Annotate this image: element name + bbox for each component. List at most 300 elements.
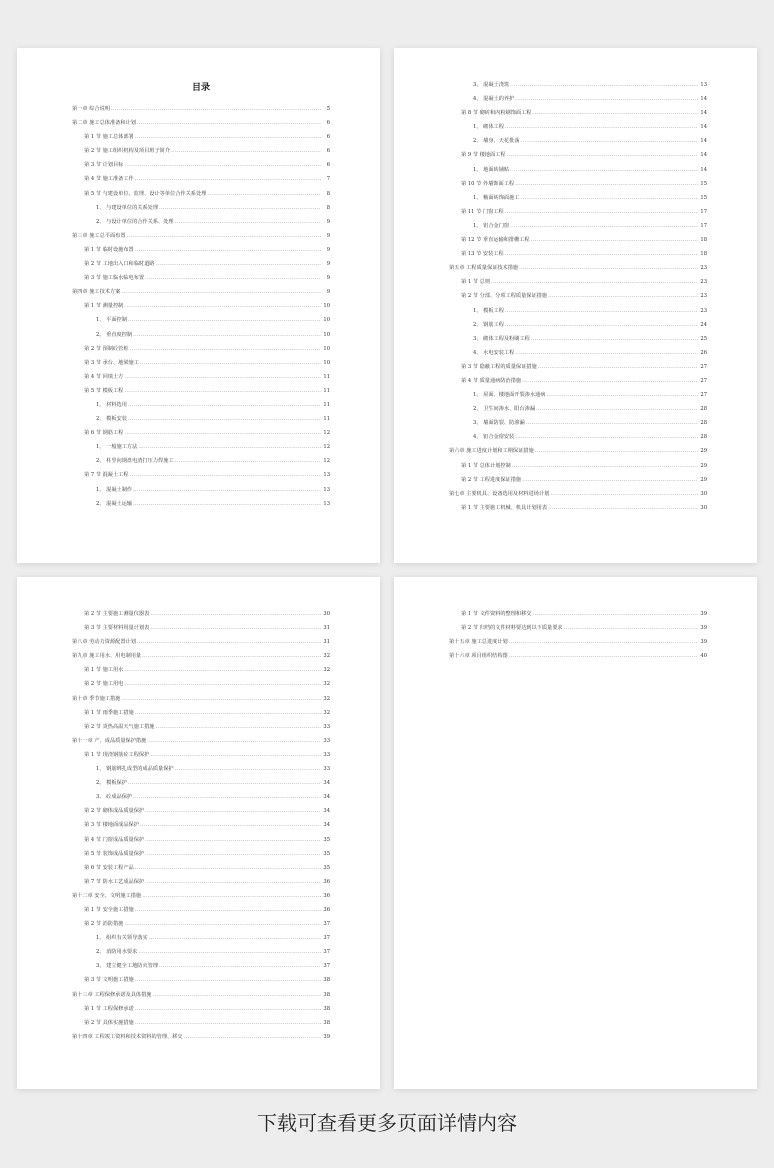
toc-entry[interactable] bbox=[449, 621, 707, 635]
toc-entry-page-number: 39 bbox=[700, 611, 707, 617]
toc-leader-dots bbox=[548, 501, 698, 515]
toc-entry-text: 第 7 节 防水工艺成品保护 bbox=[84, 878, 145, 885]
toc-entry-text: 第 4 节 质量通病防治措施 bbox=[461, 377, 522, 384]
document-page-3 bbox=[17, 577, 380, 1089]
toc-entry-text: 第 9 节 楼地面工程 bbox=[461, 152, 506, 159]
toc-entry[interactable] bbox=[72, 116, 330, 130]
toc-entry[interactable] bbox=[72, 356, 330, 370]
toc-entry-page-number: 38 bbox=[323, 977, 330, 984]
toc-entry-text: 第九章 施工用水、用电制用量 bbox=[72, 653, 142, 660]
toc-entry[interactable] bbox=[449, 78, 707, 92]
toc-entry-text: 第 3 节 隐蔽工程的质量保证措施 bbox=[461, 363, 537, 370]
toc-entry-text: 第 3 节 楼地面成品保护 bbox=[84, 822, 139, 829]
toc-entry-page-number: 28 bbox=[700, 406, 707, 413]
toc-entry-page-number: 34 bbox=[323, 808, 330, 815]
toc-entry-page-number: 10 bbox=[323, 345, 330, 352]
toc-entry-page-number: 9 bbox=[326, 275, 330, 282]
toc-leader-dots bbox=[111, 102, 321, 116]
toc-leader-dots bbox=[133, 483, 321, 497]
toc-entry-text: 第 2 节 消防措施 bbox=[84, 921, 124, 928]
toc-leader-dots bbox=[135, 861, 321, 875]
toc-entry[interactable] bbox=[449, 332, 707, 346]
toc-entry-text: 4、 混凝土的养护 bbox=[473, 96, 515, 103]
toc-entry-page-number: 36 bbox=[323, 892, 330, 899]
toc-entry[interactable] bbox=[449, 635, 707, 649]
toc-entry[interactable] bbox=[72, 1030, 330, 1044]
toc-leader-dots bbox=[515, 346, 698, 360]
toc-entry[interactable] bbox=[449, 444, 707, 458]
toc-entry-page-number: 14 bbox=[700, 124, 707, 131]
toc-leader-dots bbox=[520, 134, 698, 148]
toc-leader-dots bbox=[145, 833, 321, 847]
toc-entry-text: 第十三章 工程保修承诺及具体措施 bbox=[72, 991, 152, 998]
toc-entry-text: 4、 铝合金窗安装 bbox=[473, 434, 515, 441]
toc-entry[interactable] bbox=[72, 483, 330, 497]
toc-entry[interactable] bbox=[449, 177, 707, 191]
toc-entry-page-number: 18 bbox=[700, 251, 707, 258]
toc-leader-dots bbox=[512, 459, 698, 473]
toc-entry[interactable] bbox=[72, 833, 330, 847]
toc-entry[interactable] bbox=[72, 889, 330, 903]
toc-entry-page-number: 33 bbox=[323, 737, 330, 744]
toc-entry-text: 第十五章 施工总进度计划 bbox=[449, 639, 508, 646]
toc-entry[interactable] bbox=[72, 384, 330, 398]
toc-entry[interactable] bbox=[72, 412, 330, 426]
toc-leader-dots bbox=[124, 426, 321, 440]
toc-leader-dots bbox=[522, 374, 698, 388]
toc-entry[interactable] bbox=[72, 328, 330, 342]
toc-entry[interactable] bbox=[449, 473, 707, 487]
toc-entry[interactable] bbox=[72, 635, 330, 649]
toc-entry[interactable] bbox=[72, 818, 330, 832]
toc-entry[interactable] bbox=[449, 402, 707, 416]
toc-entry[interactable] bbox=[72, 776, 330, 790]
toc-entry[interactable] bbox=[449, 649, 707, 663]
toc-entry-page-number: 10 bbox=[323, 317, 330, 324]
toc-entry[interactable] bbox=[72, 762, 330, 776]
toc-entry-page-number: 27 bbox=[700, 363, 707, 370]
toc-entry-page-number: 10 bbox=[323, 331, 330, 338]
toc-entry-page-number: 23 bbox=[700, 265, 707, 272]
toc-entry[interactable] bbox=[449, 219, 707, 233]
toc-entry-page-number: 23 bbox=[700, 279, 707, 286]
toc-leader-dots bbox=[124, 299, 321, 313]
toc-leader-dots bbox=[137, 116, 321, 130]
toc-entry-page-number: 40 bbox=[700, 653, 707, 660]
toc-entry[interactable] bbox=[72, 847, 330, 861]
toc-entry-page-number: 14 bbox=[700, 96, 707, 103]
toc-entry-page-number: 11 bbox=[323, 373, 330, 380]
toc-entry-page-number: 37 bbox=[323, 963, 330, 970]
toc-leader-dots bbox=[133, 790, 321, 804]
toc-entry-text: 第三章 施工总平面布置 bbox=[72, 232, 126, 239]
download-caption[interactable]: 下载可查看更多页面详情内容 bbox=[257, 1111, 517, 1135]
toc-title: 目录 bbox=[191, 83, 210, 93]
toc-entry-page-number: 36 bbox=[323, 906, 330, 913]
toc-entry-page-number: 30 bbox=[700, 504, 707, 511]
toc-entry-page-number: 8 bbox=[326, 190, 330, 197]
toc-entry[interactable] bbox=[72, 945, 330, 959]
toc-entry[interactable] bbox=[72, 257, 330, 271]
toc-entry-page-number: 30 bbox=[700, 490, 707, 497]
toc-entry[interactable] bbox=[72, 102, 330, 116]
toc-entry[interactable] bbox=[72, 313, 330, 327]
toc-leader-dots bbox=[505, 318, 698, 332]
toc-leader-dots bbox=[127, 229, 321, 243]
toc-entry-text: 2、 模板安装 bbox=[96, 416, 127, 423]
toc-entry-text: 1、 钢筋绑扎成型的成品质量保护 bbox=[96, 766, 174, 773]
toc-entry[interactable] bbox=[72, 621, 330, 635]
toc-leader-dots bbox=[135, 243, 321, 257]
toc-entry[interactable] bbox=[72, 468, 330, 482]
toc-entry-text: 第二章 施工总体准备和计划 bbox=[72, 120, 136, 127]
toc-leader-dots bbox=[505, 205, 698, 219]
toc-entry-text: 第 2 节 工程进度保证措施 bbox=[461, 476, 522, 483]
toc-leader-dots bbox=[124, 384, 321, 398]
toc-entry-page-number: 39 bbox=[700, 625, 707, 632]
toc-entry[interactable] bbox=[449, 289, 707, 303]
toc-entry-page-number: 11 bbox=[323, 401, 330, 408]
toc-entry-page-number: 17 bbox=[700, 208, 707, 215]
toc-entry-page-number: 12 bbox=[323, 430, 330, 437]
toc-entry[interactable] bbox=[72, 285, 330, 299]
toc-entry[interactable] bbox=[72, 398, 330, 412]
toc-leader-dots bbox=[550, 487, 698, 501]
toc-leader-dots bbox=[150, 607, 321, 621]
toc-entry[interactable] bbox=[72, 931, 330, 945]
toc-entry[interactable] bbox=[449, 247, 707, 261]
toc-leader-dots bbox=[124, 370, 321, 384]
toc-leader-dots bbox=[128, 776, 321, 790]
toc-list bbox=[72, 607, 330, 1044]
toc-entry[interactable] bbox=[72, 973, 330, 987]
toc-entry-page-number: 12 bbox=[323, 444, 330, 451]
toc-entry[interactable] bbox=[72, 607, 330, 621]
toc-entry[interactable] bbox=[449, 374, 707, 388]
toc-entry[interactable] bbox=[72, 271, 330, 285]
toc-entry-page-number: 33 bbox=[323, 723, 330, 730]
toc-leader-dots bbox=[135, 130, 321, 144]
toc-leader-dots bbox=[526, 416, 698, 430]
toc-leader-dots bbox=[519, 261, 698, 275]
toc-entry-text: 第 10 节 外墙饰面工程 bbox=[461, 180, 515, 187]
toc-entry[interactable] bbox=[449, 304, 707, 318]
toc-entry[interactable] bbox=[449, 388, 707, 402]
toc-leader-dots bbox=[171, 144, 321, 158]
toc-entry-text: 1、 平面控制 bbox=[96, 317, 127, 324]
toc-entry-text: 4、 水电安装工程 bbox=[473, 349, 515, 356]
toc-entry-text: 第 3 节 主要材料用量计划表 bbox=[84, 625, 150, 632]
toc-entry-page-number: 32 bbox=[323, 695, 330, 702]
toc-entry-page-number: 8 bbox=[326, 204, 330, 211]
toc-entry-text: 第 13 节 安装工程 bbox=[461, 251, 504, 258]
toc-entry[interactable] bbox=[449, 346, 707, 360]
toc-entry-text: 第 4 节 门窗成品质量保护 bbox=[84, 836, 145, 843]
toc-leader-dots bbox=[128, 398, 321, 412]
toc-entry-text: 第 6 节 钢筋工程 bbox=[84, 430, 124, 437]
toc-leader-dots bbox=[156, 720, 322, 734]
toc-entry[interactable] bbox=[72, 187, 330, 201]
toc-leader-dots bbox=[184, 1030, 321, 1044]
toc-leader-dots bbox=[133, 497, 321, 511]
toc-leader-dots bbox=[128, 313, 321, 327]
toc-entry-page-number: 28 bbox=[700, 434, 707, 441]
toc-leader-dots bbox=[175, 215, 321, 229]
toc-entry[interactable] bbox=[449, 430, 707, 444]
toc-leader-dots bbox=[531, 332, 698, 346]
toc-entry-page-number: 18 bbox=[700, 237, 707, 244]
toc-entry-text: 第 1 节 施工用水 bbox=[84, 667, 124, 674]
toc-entry[interactable] bbox=[72, 454, 330, 468]
toc-entry-text: 2、 混凝土运输 bbox=[96, 500, 133, 507]
toc-leader-dots bbox=[149, 931, 321, 945]
toc-entry[interactable] bbox=[449, 134, 707, 148]
toc-leader-dots bbox=[145, 271, 321, 285]
toc-entry[interactable] bbox=[72, 663, 330, 677]
toc-entry[interactable] bbox=[72, 497, 330, 511]
toc-entry-text: 2、 垂直度控制 bbox=[96, 331, 133, 338]
toc-leader-dots bbox=[142, 889, 321, 903]
toc-entry[interactable] bbox=[72, 706, 330, 720]
toc-entry[interactable] bbox=[449, 205, 707, 219]
toc-list bbox=[449, 607, 707, 663]
toc-entry[interactable] bbox=[72, 649, 330, 663]
toc-entry-page-number: 36 bbox=[323, 878, 330, 885]
toc-entry[interactable] bbox=[72, 299, 330, 313]
document-page-1 bbox=[17, 48, 380, 563]
toc-entry[interactable] bbox=[72, 130, 330, 144]
toc-entry-text: 第十章 季节施工措施 bbox=[72, 695, 121, 702]
toc-entry-page-number: 35 bbox=[323, 836, 330, 843]
toc-entry-text: 第 1 节 文件资料的整理和移交 bbox=[461, 611, 532, 617]
toc-leader-dots bbox=[548, 289, 698, 303]
toc-leader-dots bbox=[564, 621, 698, 635]
toc-entry-text: 2、 卫生间渗水、阳台渗漏 bbox=[473, 406, 536, 413]
toc-entry-page-number: 23 bbox=[700, 293, 707, 300]
toc-entry-text: 第 2 节 工地出入口和临时道路 bbox=[84, 261, 155, 268]
toc-entry[interactable] bbox=[72, 243, 330, 257]
toc-entry[interactable] bbox=[72, 861, 330, 875]
toc-entry[interactable] bbox=[72, 692, 330, 706]
toc-leader-dots bbox=[142, 649, 321, 663]
toc-entry[interactable] bbox=[449, 191, 707, 205]
toc-entry[interactable] bbox=[72, 342, 330, 356]
toc-entry-text: 第 1 节 主要施工机械、机具计划用表 bbox=[461, 504, 548, 511]
toc-entry-text: 第 2 节 预制砼管桩 bbox=[84, 345, 129, 352]
toc-leader-dots bbox=[546, 388, 698, 402]
toc-entry[interactable] bbox=[72, 790, 330, 804]
toc-entry-text: 2、 柱竖向钢盘电渣打压力焊施工 bbox=[96, 458, 174, 465]
toc-entry-text: 第 2 节 砌体成品质量保护 bbox=[84, 808, 145, 815]
toc-entry[interactable] bbox=[449, 607, 707, 621]
toc-leader-dots bbox=[140, 818, 321, 832]
toc-entry-text: 第 5 节 装饰成品质量保护 bbox=[84, 850, 145, 857]
toc-entry-page-number: 9 bbox=[326, 289, 330, 296]
toc-entry-text: 第 2 节 归档的文件材料要达到以下质量要求 bbox=[461, 625, 563, 632]
toc-entry[interactable] bbox=[72, 426, 330, 440]
toc-entry-page-number: 39 bbox=[700, 639, 707, 646]
toc-entry-page-number: 38 bbox=[323, 1019, 330, 1026]
toc-entry-page-number: 27 bbox=[700, 377, 707, 384]
toc-entry-page-number: 37 bbox=[323, 949, 330, 956]
toc-entry[interactable] bbox=[72, 917, 330, 931]
toc-entry-page-number: 29 bbox=[700, 462, 707, 469]
toc-entry[interactable] bbox=[72, 201, 330, 215]
toc-entry[interactable] bbox=[449, 261, 707, 275]
toc-entry-text: 第 1 节 工程保修承诺 bbox=[84, 1005, 134, 1012]
toc-leader-dots bbox=[175, 762, 321, 776]
toc-entry-page-number: 14 bbox=[700, 138, 707, 145]
toc-entry[interactable] bbox=[72, 215, 330, 229]
toc-entry-text: 第十一章 产、成品质量保护措施 bbox=[72, 737, 147, 744]
toc-entry[interactable] bbox=[449, 501, 707, 515]
toc-entry-text: 第十四章 工程竣工资料和技术资料的管理、移交 bbox=[72, 1033, 183, 1040]
toc-entry-page-number: 24 bbox=[700, 321, 707, 328]
toc-entry-page-number: 30 bbox=[323, 611, 330, 617]
toc-entry-text: 第十六章 项目组织结构图 bbox=[449, 653, 508, 660]
toc-entry-text: 第十二章 安全、文明施工措施 bbox=[72, 892, 142, 899]
toc-leader-dots bbox=[515, 430, 698, 444]
toc-leader-dots bbox=[147, 734, 321, 748]
toc-entry[interactable] bbox=[72, 158, 330, 172]
toc-entry-page-number: 28 bbox=[700, 420, 707, 427]
toc-entry-page-number: 6 bbox=[326, 120, 330, 127]
toc-entry[interactable] bbox=[72, 720, 330, 734]
toc-entry[interactable] bbox=[72, 734, 330, 748]
toc-entry[interactable] bbox=[72, 959, 330, 973]
toc-leader-dots bbox=[145, 847, 321, 861]
toc-entry-page-number: 33 bbox=[323, 751, 330, 758]
toc-entry-text: 第 1 节 总体计划控制 bbox=[461, 462, 511, 469]
toc-entry-text: 第五章 工程质量保证技术措施 bbox=[449, 265, 519, 272]
toc-entry-text: 第 8 节 砌砖和内粉刷饰面工程 bbox=[461, 110, 532, 117]
toc-entry-text: 3、 砌体工程及粉刷工程 bbox=[473, 335, 530, 342]
toc-entry[interactable] bbox=[72, 677, 330, 691]
toc-entry[interactable] bbox=[449, 92, 707, 106]
toc-entry-text: 第 2 节 施工组织机构及项目班子简介 bbox=[84, 148, 171, 155]
toc-leader-dots bbox=[135, 1002, 321, 1016]
toc-entry[interactable] bbox=[72, 748, 330, 762]
toc-leader-dots bbox=[522, 473, 698, 487]
toc-entry[interactable] bbox=[72, 988, 330, 1002]
toc-entry-page-number: 37 bbox=[323, 935, 330, 942]
toc-entry-page-number: 33 bbox=[323, 766, 330, 773]
toc-entry[interactable] bbox=[449, 487, 707, 501]
toc-leader-dots bbox=[510, 163, 698, 177]
toc-entry-text: 第 2 节 主要施工测量仪器表 bbox=[84, 611, 150, 617]
toc-entry-text: 第 2 节 施工用电 bbox=[84, 681, 124, 688]
toc-entry[interactable] bbox=[449, 106, 707, 120]
toc-leader-dots bbox=[207, 187, 321, 201]
toc-entry-page-number: 32 bbox=[323, 681, 330, 688]
toc-leader-dots bbox=[121, 285, 321, 299]
toc-entry[interactable] bbox=[449, 120, 707, 134]
toc-entry-text: 1、 混凝土制作 bbox=[96, 486, 133, 493]
document-page-4 bbox=[394, 577, 757, 1089]
toc-entry-page-number: 39 bbox=[323, 1033, 330, 1040]
toc-leader-dots bbox=[152, 988, 321, 1002]
toc-entry-text: 2、 消防用水要求 bbox=[96, 949, 138, 956]
toc-leader-dots bbox=[520, 191, 698, 205]
toc-entry[interactable] bbox=[72, 229, 330, 243]
toc-entry-text: 2、 模板保护 bbox=[96, 780, 127, 787]
toc-entry-page-number: 9 bbox=[326, 261, 330, 268]
toc-entry-text: 2、 墙身、天花批荡 bbox=[473, 138, 520, 145]
toc-entry[interactable] bbox=[72, 875, 330, 889]
toc-entry-text: 第 4 节 施工准备工作 bbox=[84, 176, 134, 183]
toc-entry[interactable] bbox=[72, 370, 330, 384]
toc-leader-dots bbox=[538, 360, 698, 374]
toc-entry-page-number: 9 bbox=[326, 246, 330, 253]
toc-entry-text: 3、 墙面防裂、防渗漏 bbox=[473, 420, 525, 427]
toc-leader-dots bbox=[159, 959, 321, 973]
toc-leader-dots bbox=[533, 106, 699, 120]
toc-list bbox=[72, 102, 330, 511]
toc-entry-text: 1、 模板工程 bbox=[473, 307, 504, 314]
toc-entry-text: 1、 釉面砖饰面施工 bbox=[473, 194, 520, 201]
toc-entry[interactable] bbox=[449, 148, 707, 162]
toc-entry-page-number: 29 bbox=[700, 476, 707, 483]
toc-leader-dots bbox=[535, 444, 698, 458]
toc-list bbox=[449, 78, 707, 515]
toc-entry-text: 3、 砼成品保护 bbox=[96, 794, 133, 801]
toc-entry-page-number: 26 bbox=[700, 349, 707, 356]
toc-leader-dots bbox=[128, 412, 321, 426]
toc-entry-page-number: 14 bbox=[700, 152, 707, 159]
toc-leader-dots bbox=[159, 201, 321, 215]
toc-entry-text: 1、 屋面、楼地面开裂渗水通病 bbox=[473, 392, 546, 399]
toc-leader-dots bbox=[135, 973, 321, 987]
toc-entry-page-number: 38 bbox=[323, 991, 330, 998]
toc-entry-page-number: 38 bbox=[323, 1005, 330, 1012]
toc-entry[interactable] bbox=[449, 416, 707, 430]
toc-entry[interactable] bbox=[72, 172, 330, 186]
toc-leader-dots bbox=[507, 148, 698, 162]
toc-entry[interactable] bbox=[449, 318, 707, 332]
toc-entry-text: 第 1 节 雨季施工措施 bbox=[84, 709, 134, 716]
toc-entry[interactable] bbox=[72, 804, 330, 818]
toc-leader-dots bbox=[124, 677, 321, 691]
toc-entry[interactable] bbox=[449, 233, 707, 247]
toc-entry-text: 1、 材料选用 bbox=[96, 401, 127, 408]
toc-entry-page-number: 13 bbox=[700, 82, 707, 88]
toc-entry-text: 1、 一般施工方法 bbox=[96, 444, 138, 451]
toc-entry[interactable] bbox=[72, 440, 330, 454]
toc-entry[interactable] bbox=[72, 1002, 330, 1016]
toc-entry[interactable] bbox=[449, 275, 707, 289]
toc-entry-page-number: 11 bbox=[323, 387, 330, 394]
toc-entry-page-number: 9 bbox=[326, 232, 330, 239]
toc-entry[interactable] bbox=[72, 1016, 330, 1030]
toc-entry[interactable] bbox=[72, 144, 330, 158]
toc-leader-dots bbox=[505, 247, 698, 261]
toc-entry[interactable] bbox=[72, 903, 330, 917]
toc-leader-dots bbox=[150, 621, 321, 635]
toc-entry-page-number: 6 bbox=[326, 134, 330, 141]
toc-entry-text: 3、 建立健全工地防火管理 bbox=[96, 963, 159, 970]
toc-entry-page-number: 29 bbox=[700, 448, 707, 455]
toc-leader-dots bbox=[510, 219, 698, 233]
toc-entry-text: 第 7 节 混凝土工程 bbox=[84, 472, 129, 479]
toc-entry-text: 1、 地面砖铺贴 bbox=[473, 166, 510, 173]
toc-entry-page-number: 13 bbox=[323, 472, 330, 479]
toc-entry-page-number: 25 bbox=[700, 335, 707, 342]
toc-entry[interactable] bbox=[449, 360, 707, 374]
toc-leader-dots bbox=[145, 804, 321, 818]
toc-entry-page-number: 10 bbox=[323, 303, 330, 310]
toc-entry[interactable] bbox=[449, 163, 707, 177]
toc-entry[interactable] bbox=[449, 459, 707, 473]
